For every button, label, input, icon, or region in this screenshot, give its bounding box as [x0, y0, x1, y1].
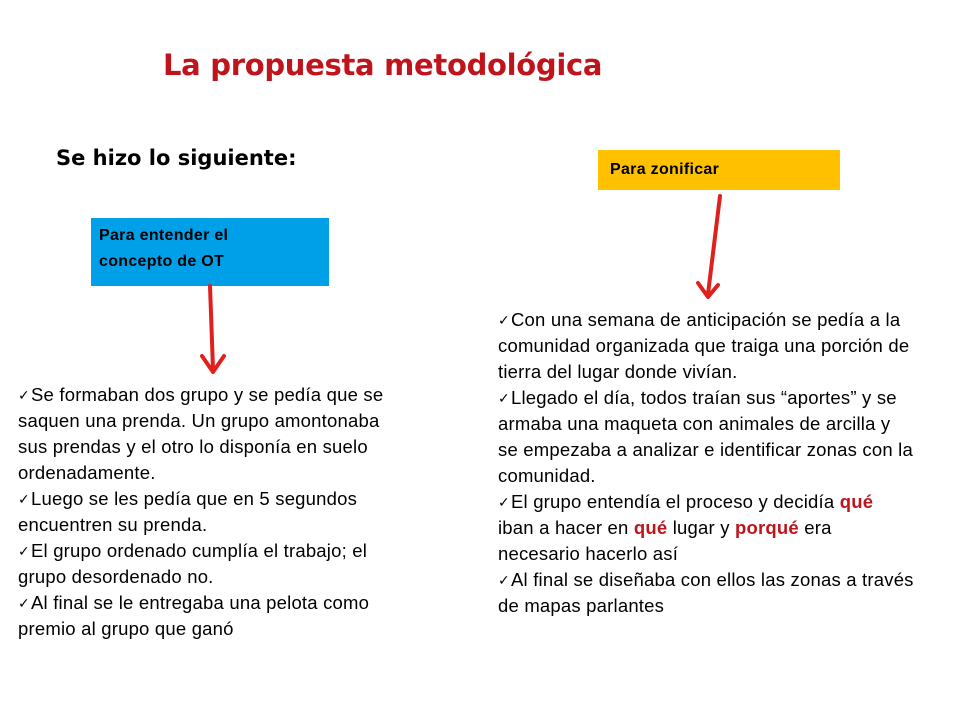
check-icon: ✓: [18, 543, 30, 559]
list-item: ✓El grupo entendía el proceso y decidía qué iban a hacer en qué lugar y porqué era necesario hacerlo así: [498, 491, 874, 564]
slide-title: La propuesta metodológica: [163, 48, 603, 82]
slide-subtitle: Se hizo lo siguiente:: [56, 146, 297, 170]
highlight-word: qué: [839, 491, 874, 512]
check-icon: ✓: [498, 312, 510, 328]
list-item: ✓Al final se diseñaba con ellos las zonas a través de mapas parlantes: [498, 569, 914, 616]
list-item: ✓Llegado el día, todos traían sus “aportes” y se armaba una maqueta con animales de arcilla y se empezaba a analizar e identificar zonas con la comunidad.: [498, 387, 913, 486]
check-icon: ✓: [18, 491, 30, 507]
zonify-box-label: Para zonificar: [610, 161, 720, 178]
concept-ot-steps: [18, 382, 408, 642]
list-item: ✓Con una semana de anticipación se pedía a la comunidad organizada que traiga una porción de tierra del lugar donde vivían.: [498, 309, 910, 382]
highlight-word: porqué: [735, 517, 799, 538]
list-item: ✓Luego se les pedía que en 5 segundos encuentren su prenda.: [18, 488, 358, 535]
right-arrow-icon: [698, 196, 720, 297]
check-icon: ✓: [18, 595, 30, 611]
check-icon: ✓: [498, 390, 510, 406]
check-icon: ✓: [18, 387, 30, 403]
concept-ot-box-line-1: Para entender el: [99, 227, 229, 244]
left-arrow-icon: [202, 286, 224, 372]
zonify-steps: [498, 307, 914, 619]
list-item: ✓Al final se le entregaba una pelota como premio al grupo que ganó: [18, 592, 370, 639]
check-icon: ✓: [498, 572, 510, 588]
check-icon: ✓: [498, 494, 510, 510]
highlight-word: qué: [633, 517, 668, 538]
concept-ot-box-line-2: concepto de OT: [99, 253, 225, 270]
list-item: ✓Se formaban dos grupo y se pedía que se saquen una prenda. Un grupo amontonaba sus prendas y el otro lo disponía en suelo ordenadamente.: [18, 384, 384, 483]
list-item: ✓El grupo ordenado cumplía el trabajo; el grupo desordenado no.: [18, 540, 368, 587]
